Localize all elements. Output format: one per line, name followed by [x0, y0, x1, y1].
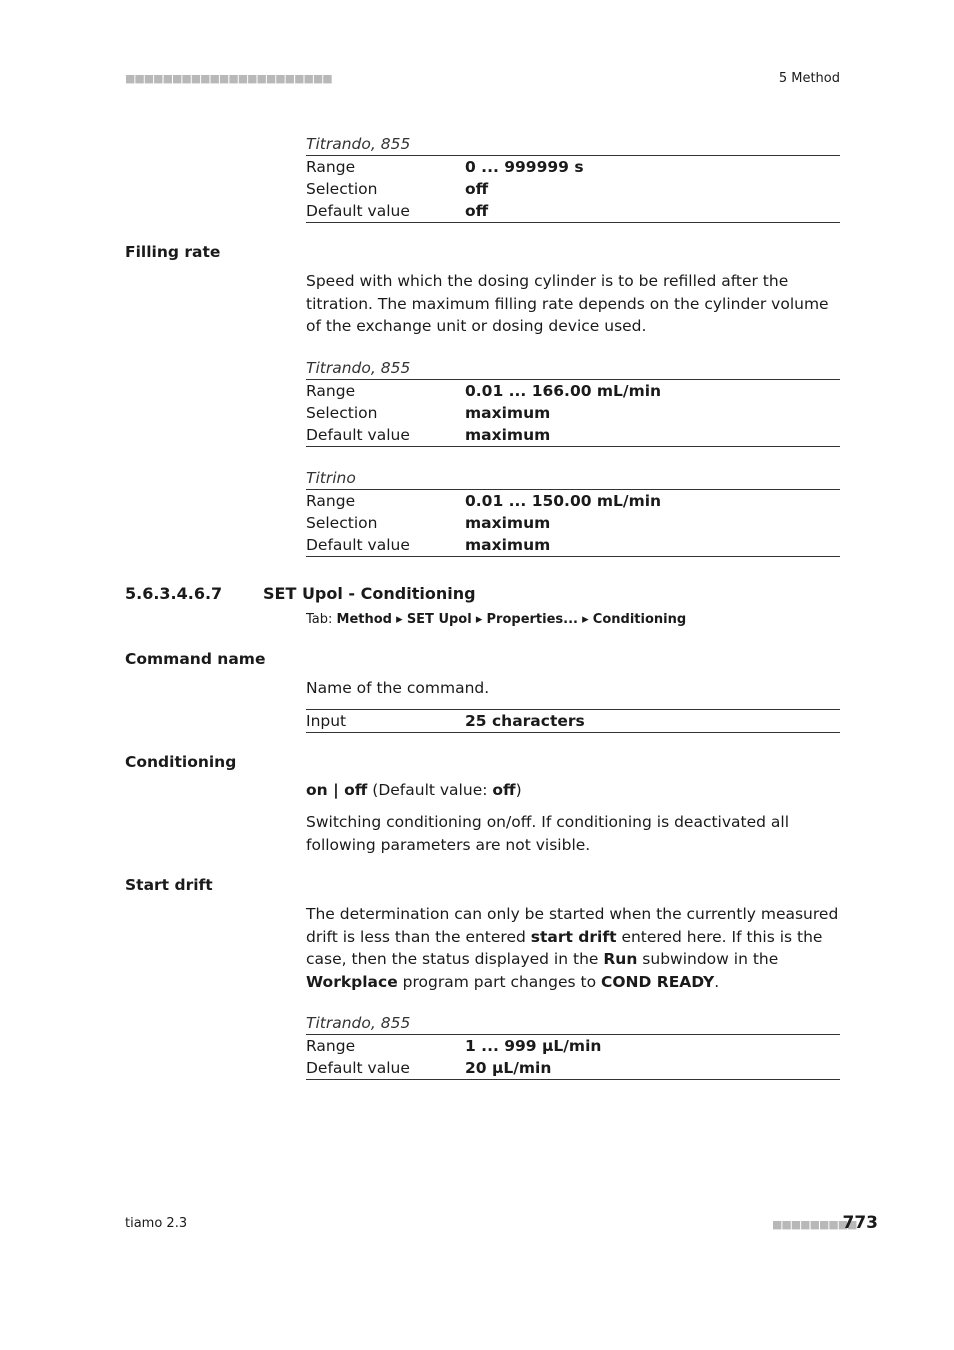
conditioning-description: Switching conditioning on/off. If conditioning is deactivated all following parameters are not visible. — [306, 813, 790, 854]
row-value: maximum — [465, 404, 551, 422]
row-key: Range — [306, 382, 356, 400]
row-value: 0.01 ... 166.00 mL/min — [465, 382, 662, 400]
row-key: Range — [306, 158, 356, 176]
section-number: 5.6.3.4.6.7 — [125, 584, 223, 603]
row-key: Range — [306, 1037, 356, 1055]
breadcrumb-item: Conditioning — [592, 612, 687, 627]
table-row — [306, 1035, 840, 1057]
start-drift-description: The determination can only be started when the currently measured drift is less than the entered start drift entered here. If this is the case, then the status displayed in the Run subwindow in the Workplace program part changes to COND READY. — [306, 905, 839, 991]
param-label-command-name: Command name — [125, 650, 266, 668]
breadcrumb-separator: ▸ — [475, 612, 483, 627]
tab-breadcrumb — [306, 612, 686, 627]
row-key: Selection — [306, 180, 378, 198]
section-title: SET Upol - Conditioning — [263, 584, 476, 603]
row-key: Default value — [306, 1059, 410, 1077]
breadcrumb-item: SET Upol — [406, 612, 472, 627]
row-value: off — [465, 180, 489, 198]
row-value: 0 ... 999999 s — [465, 158, 584, 176]
breadcrumb-separator: ▸ — [396, 612, 403, 627]
breadcrumb-item: Properties... — [486, 612, 578, 627]
row-value: maximum — [465, 536, 551, 554]
footer-decoration: ■■■■■■■■■ — [772, 1218, 857, 1231]
table-filling-rate-titrando — [306, 357, 840, 447]
table-row — [306, 490, 840, 512]
table-row — [306, 402, 840, 424]
table-row — [306, 534, 840, 556]
param-label-start-drift: Start drift — [125, 876, 213, 894]
table-caption: Titrino — [306, 469, 356, 487]
row-value: 1 ... 999 µL/min — [465, 1037, 602, 1055]
row-value: off — [465, 202, 489, 220]
row-value: maximum — [465, 426, 551, 444]
page-number: 773 — [842, 1213, 878, 1233]
row-value: 20 µL/min — [465, 1059, 552, 1077]
table-row — [306, 380, 840, 402]
table-caption: Titrando, 855 — [306, 359, 411, 377]
breadcrumb-item: Method — [336, 612, 392, 627]
default-prefix: (Default value: — [372, 781, 493, 799]
default-suffix: ) — [515, 781, 522, 799]
conditioning-options — [306, 779, 522, 801]
footer-product: tiamo 2.3 — [125, 1216, 188, 1231]
breadcrumb-separator: ▸ — [582, 612, 589, 627]
table-range-top — [306, 133, 840, 223]
row-value: maximum — [465, 514, 551, 532]
table-row — [306, 178, 840, 200]
row-key: Selection — [306, 404, 378, 422]
running-header: 5 Method — [778, 71, 840, 86]
table-row — [306, 512, 840, 534]
tab-prefix: Tab: — [306, 612, 333, 627]
row-key: Default value — [306, 536, 410, 554]
param-label-filling-rate: Filling rate — [125, 243, 221, 261]
row-key: Range — [306, 492, 356, 510]
table-caption: Titrando, 855 — [306, 135, 411, 153]
command-name-description: Name of the command. — [306, 679, 490, 697]
default-value: off — [492, 781, 516, 799]
table-row — [306, 156, 840, 178]
options-text: on | off — [306, 781, 368, 799]
table-filling-rate-titrino — [306, 467, 840, 557]
table-command-name — [306, 709, 840, 733]
row-value: 0.01 ... 150.00 mL/min — [465, 492, 662, 510]
header-decoration: ■■■■■■■■■■■■■■■■■■■■■■ — [125, 72, 332, 85]
row-value: 25 characters — [465, 712, 585, 730]
filling-rate-description: Speed with which the dosing cylinder is to be refilled after the titration. The maximum filling rate depends on the cylinder volume of the exchange unit or dosing device used. — [306, 272, 829, 335]
row-key: Default value — [306, 426, 410, 444]
row-key: Selection — [306, 514, 378, 532]
table-row — [306, 1057, 840, 1079]
table-row — [306, 710, 840, 732]
row-key: Input — [306, 712, 347, 730]
table-start-drift — [306, 1012, 840, 1080]
table-row — [306, 200, 840, 222]
param-label-conditioning: Conditioning — [125, 753, 237, 771]
row-key: Default value — [306, 202, 410, 220]
table-row — [306, 424, 840, 446]
table-caption: Titrando, 855 — [306, 1014, 411, 1032]
